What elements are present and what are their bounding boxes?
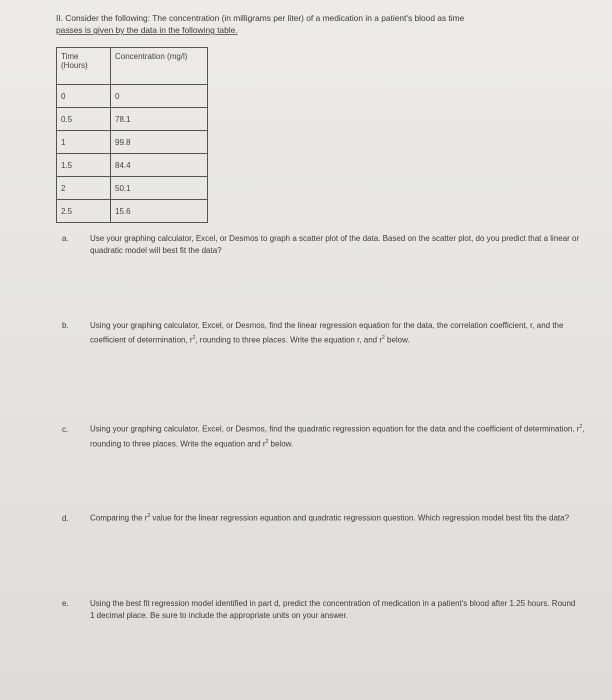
question-b-text-3: below.	[384, 335, 410, 345]
superscript-2: 2	[579, 424, 583, 430]
table-row	[57, 154, 208, 177]
question-b-letter: b.	[62, 321, 69, 330]
time-cell: 0.5	[57, 108, 111, 131]
table-row	[57, 131, 208, 154]
time-cell: 1.5	[57, 154, 111, 177]
question-a-text: Use your graphing calculator, Excel, or Desmos to graph a scatter plot of the data. Based on the scatter plot, do you predict that a linear or quadratic model will best fit the data?	[90, 234, 580, 255]
question-a	[62, 233, 590, 257]
question-b-text-1: Using your graphing calculator, Excel, or Desmos, find the linear regression equation for the data, the correlation coefficient, r, and the coefficient of determination, r	[90, 321, 564, 345]
intro-line-2: passes is given by the data in the following table.	[56, 25, 238, 35]
superscript-2: 2	[265, 438, 269, 445]
data-table	[56, 47, 208, 223]
question-d	[62, 510, 580, 525]
question-d-text-1: Comparing the r	[90, 513, 148, 523]
concentration-cell: 99.8	[111, 131, 208, 154]
superscript-2: 2	[382, 335, 385, 341]
question-e-letter: e.	[62, 599, 69, 608]
concentration-cell: 50.1	[111, 177, 208, 200]
time-cell: 2	[57, 177, 111, 200]
question-e-text: Using the best fit regression model identified in part d, predict the concentration of medication in a patient's blood after 1.25 hours. Round 1 decimal place. Be sure to include the appropriate units on your answer.	[90, 599, 576, 620]
question-c-text-3: below.	[268, 439, 294, 449]
intro-line-1: II. Consider the following: The concentration (in milligrams per liter) of a medication in a patient's blood as time	[56, 13, 465, 23]
table-row	[57, 177, 208, 200]
question-b	[62, 320, 580, 347]
concentration-cell: 84.4	[111, 154, 208, 177]
table-header-row	[57, 48, 208, 85]
superscript-2: 2	[192, 335, 196, 341]
question-c	[62, 421, 590, 450]
question-c-text-1: Using your graphing calculator, Excel, or Desmos, find the quadratic regression equation for the data and the coefficient of determination, r	[90, 424, 580, 434]
time-cell: 1	[57, 131, 111, 154]
problem-intro	[56, 12, 576, 36]
question-e	[62, 598, 580, 622]
concentration-cell: 78.1	[111, 108, 208, 131]
header-time: Time (Hours)	[57, 48, 111, 85]
concentration-cell: 0	[111, 85, 208, 108]
question-b-text-2: , rounding to three places. Write the equation r, and r	[195, 335, 382, 345]
table-row	[57, 85, 208, 108]
table-row	[57, 108, 208, 131]
question-c-text-2: , rounding to three places. Write the equation and r	[90, 424, 585, 449]
superscript-2: 2	[147, 513, 151, 519]
concentration-cell: 15.6	[111, 200, 208, 223]
question-a-letter: a.	[62, 234, 69, 243]
question-c-letter: c.	[62, 424, 69, 434]
question-d-letter: d.	[62, 513, 69, 523]
time-cell: 0	[57, 85, 111, 108]
table-row	[57, 200, 208, 223]
time-cell: 2.5	[57, 200, 111, 223]
question-d-text-2: value for the linear regression equation and quadratic regression question. Which regression model best fits the data?	[150, 513, 570, 523]
header-concentration: Concentration (mg/l)	[111, 48, 208, 85]
